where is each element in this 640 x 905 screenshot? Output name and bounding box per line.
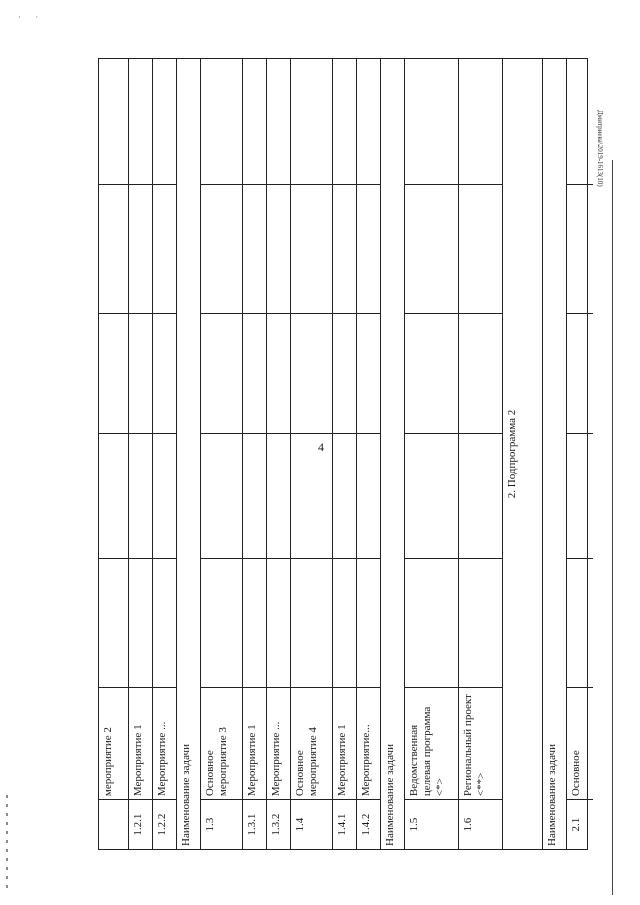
measure-name: Основное мероприятие 3: [201, 687, 242, 799]
measure-name: Ведомственная целевая программа <*>: [405, 687, 458, 799]
empty-cell: [357, 59, 380, 184]
empty-cell: [357, 558, 380, 688]
empty-cell: [129, 313, 152, 433]
table-row: [357, 59, 381, 849]
empty-cell: [129, 59, 152, 184]
row-number: 1.4.1: [333, 799, 356, 849]
empty-cell: [201, 313, 242, 433]
table-row: [405, 59, 459, 849]
empty-cell: [153, 59, 176, 184]
empty-cell: [357, 313, 380, 433]
subprogram-heading: 2. Подпрограмма 2: [506, 409, 518, 499]
empty-cell: [291, 433, 332, 558]
measure-name: мероприятие 2: [99, 687, 128, 799]
empty-cell: [405, 59, 458, 184]
empty-cell: [291, 184, 332, 314]
row-number: 1.6: [459, 799, 502, 849]
table-row: [291, 59, 333, 849]
empty-cell: [567, 184, 593, 314]
table-row: [243, 59, 267, 849]
empty-cell: [99, 59, 128, 184]
empty-cell: [99, 558, 128, 688]
empty-cell: [243, 558, 266, 688]
empty-cell: [267, 313, 290, 433]
measure-name: Мероприятие 1: [129, 687, 152, 799]
empty-cell: [459, 313, 502, 433]
empty-cell: [153, 558, 176, 688]
row-number: 1.2.1: [129, 799, 152, 849]
empty-cell: [99, 433, 128, 558]
measure-name: Мероприятие ...: [267, 687, 290, 799]
task-name-heading: Наименование задачи: [384, 744, 396, 846]
table-row: [333, 59, 357, 849]
row-number: 1.2.2: [153, 799, 176, 849]
empty-cell: [129, 558, 152, 688]
measure-name: Региональный проект <**>: [459, 687, 502, 799]
empty-cell: [333, 313, 356, 433]
empty-cell: [99, 313, 128, 433]
row-number: 1.5: [405, 799, 458, 849]
table-row: [567, 59, 593, 849]
table-row: [543, 59, 567, 849]
empty-cell: [129, 184, 152, 314]
row-number: 1.3.1: [243, 799, 266, 849]
empty-cell: [267, 433, 290, 558]
table-row: [129, 59, 153, 849]
table-row: [459, 59, 503, 849]
measure-name: Мероприятие 1: [333, 687, 356, 799]
measure-name: Мероприятие 1: [243, 687, 266, 799]
task-name-heading: Наименование задачи: [180, 744, 192, 846]
page-number: 4: [318, 440, 324, 454]
empty-cell: [459, 433, 502, 558]
empty-cell: [567, 558, 593, 688]
measure-name: Основное мероприятие 4: [291, 687, 332, 799]
empty-cell: [201, 558, 242, 688]
measure-name: Мероприятие...: [357, 687, 380, 799]
task-name-heading: Наименование задачи: [546, 744, 558, 846]
empty-cell: [291, 313, 332, 433]
measure-name: Основное: [567, 687, 593, 799]
empty-cell: [333, 558, 356, 688]
scan-edge-ticks: [6, 795, 8, 890]
empty-cell: [567, 313, 593, 433]
empty-cell: [99, 184, 128, 314]
row-number: [99, 799, 128, 849]
empty-cell: [357, 184, 380, 314]
empty-cell: [405, 184, 458, 314]
empty-cell: [201, 59, 242, 184]
row-number: 1.3.2: [267, 799, 290, 849]
empty-cell: [459, 59, 502, 184]
empty-cell: [405, 313, 458, 433]
empty-cell: [153, 313, 176, 433]
row-number: 2.1: [567, 799, 593, 849]
measure-name: Мероприятие ...: [153, 687, 176, 799]
table-row: [99, 59, 129, 849]
empty-cell: [291, 558, 332, 688]
empty-cell: [291, 59, 332, 184]
scan-marks: · ·: [18, 12, 45, 22]
table-row: [381, 59, 405, 849]
empty-cell: [567, 59, 593, 184]
empty-cell: [153, 184, 176, 314]
empty-cell: [405, 433, 458, 558]
empty-cell: [333, 433, 356, 558]
empty-cell: [201, 433, 242, 558]
empty-cell: [459, 184, 502, 314]
empty-cell: [267, 184, 290, 314]
table-row: [267, 59, 291, 849]
empty-cell: [333, 59, 356, 184]
table-row: [153, 59, 177, 849]
row-number: 1.4: [291, 799, 332, 849]
empty-cell: [243, 184, 266, 314]
empty-cell: [201, 184, 242, 314]
empty-cell: [243, 433, 266, 558]
footer-reference: Дмитриева\2019-1613(10): [596, 110, 604, 187]
empty-cell: [267, 558, 290, 688]
table-row: [177, 59, 201, 849]
empty-cell: [267, 59, 290, 184]
empty-cell: [243, 59, 266, 184]
table-row: [503, 59, 543, 849]
empty-cell: [405, 558, 458, 688]
row-number: 1.3: [201, 799, 242, 849]
table-row: [201, 59, 243, 849]
measures-table: [98, 58, 588, 850]
margin-line: [612, 160, 613, 895]
empty-cell: [153, 433, 176, 558]
row-number: 1.4.2: [357, 799, 380, 849]
empty-cell: [567, 433, 593, 558]
empty-cell: [459, 558, 502, 688]
empty-cell: [357, 433, 380, 558]
empty-cell: [129, 433, 152, 558]
empty-cell: [333, 184, 356, 314]
empty-cell: [243, 313, 266, 433]
